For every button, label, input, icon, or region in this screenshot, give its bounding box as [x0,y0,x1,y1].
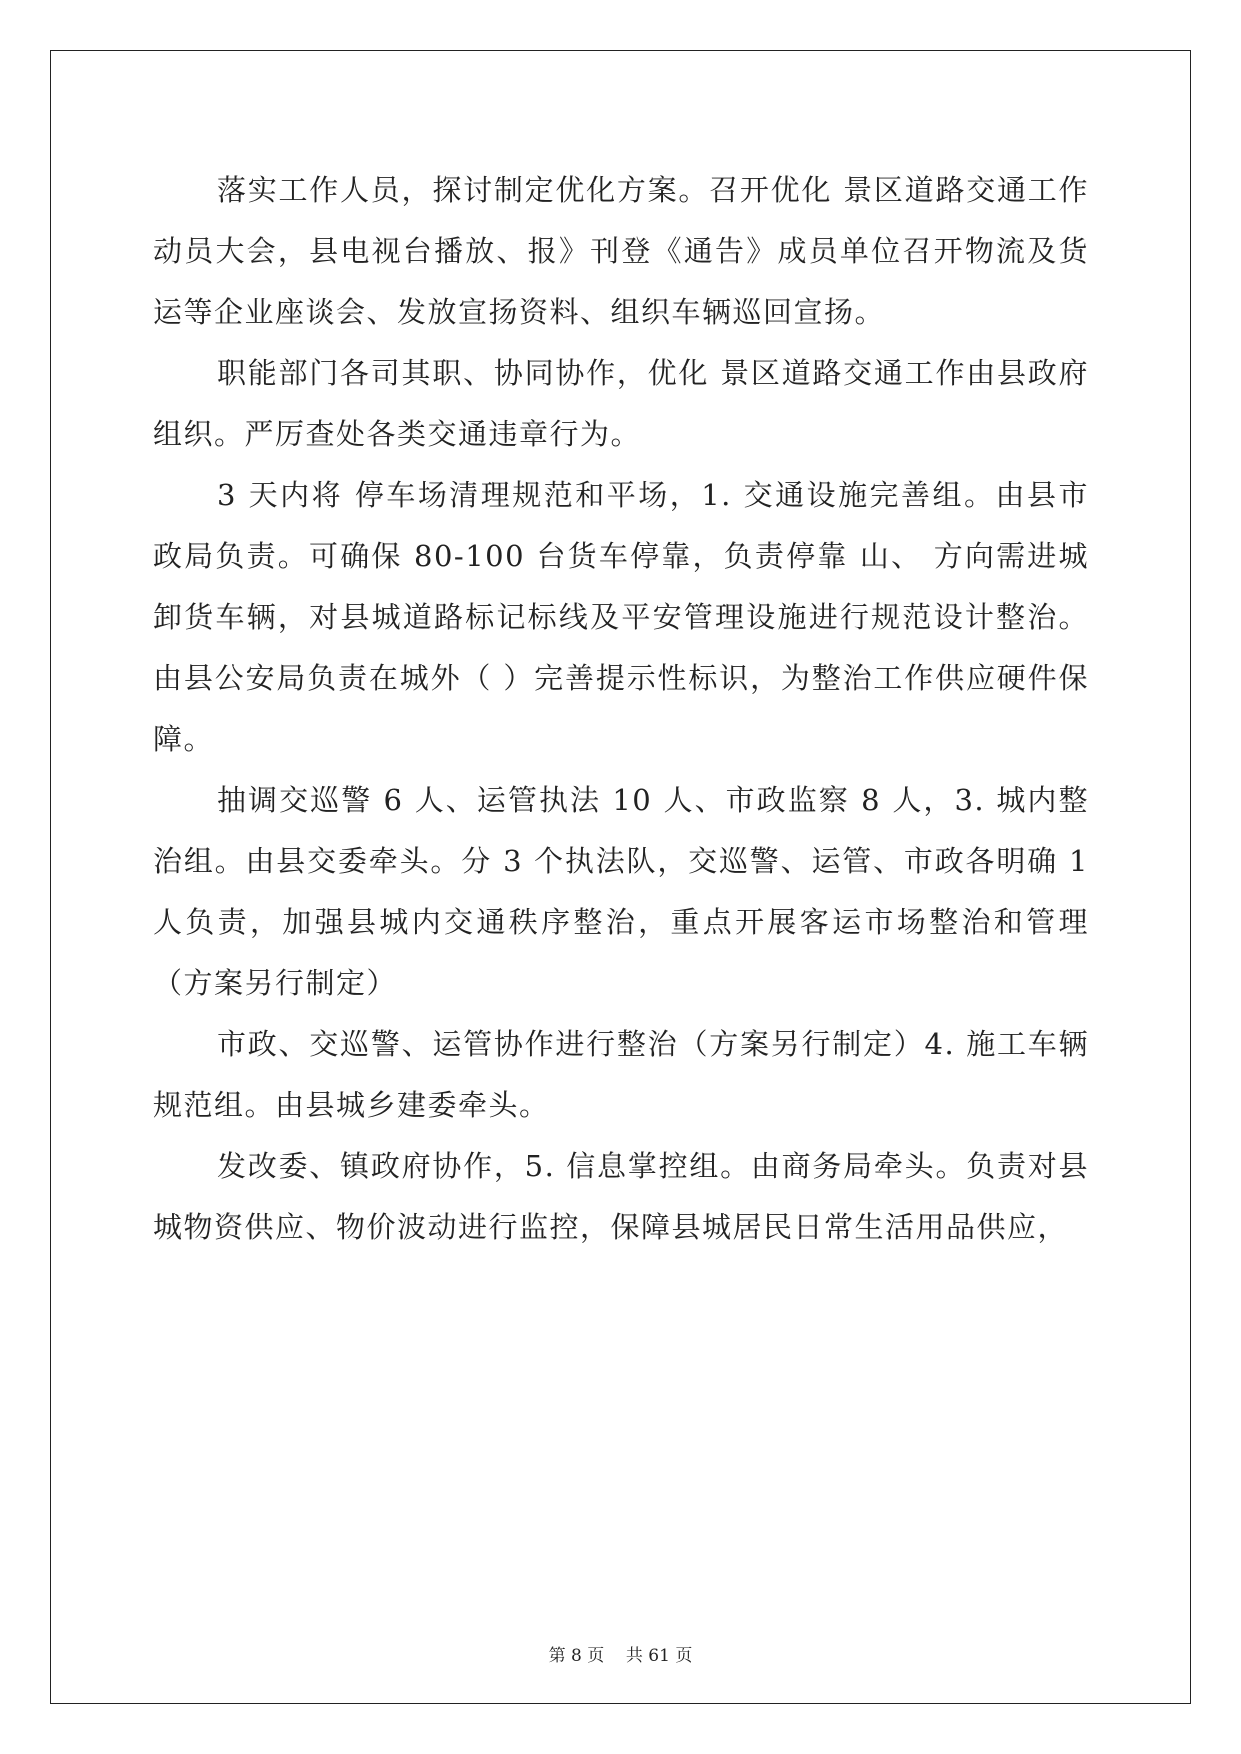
paragraph-3: 3 天内将 停车场清理规范和平场，1. 交通设施完善组。由县市政局负责。可确保 80-100 台货车停靠，负责停靠 山、 方向需进城卸货车辆，对县城道路标记标线及平安管理设施进行规范设计整治。由县公安局负责在城外（ ）完善提示性标识，为整治工作供应硬件保障。 [153,478,1089,756]
document-body [153,160,1089,1258]
page-footer [0,1641,1241,1666]
page-number-label: 第 8 页 共 61 页 [548,1646,693,1666]
paragraph-2: 职能部门各司其职、协同协作，优化 景区道路交通工作由县政府组织。严厉查处各类交通违章行为。 [153,356,1089,451]
paragraph-1: 落实工作人员，探讨制定优化方案。召开优化 景区道路交通工作动员大会，县电视台播放、报》刊登《通告》成员单位召开物流及货运等企业座谈会、发放宣扬资料、组织车辆巡回宣扬。 [153,173,1089,329]
paragraph-6: 发改委、镇政府协作，5. 信息掌控组。由商务局牵头。负责对县城物资供应、物价波动进行监控，保障县城居民日常生活用品供应， [153,1149,1089,1244]
paragraph-5: 市政、交巡警、运管协作进行整治（方案另行制定）4. 施工车辆规范组。由县城乡建委牵头。 [153,1027,1089,1122]
paragraph-4: 抽调交巡警 6 人、运管执法 10 人、市政监察 8 人，3. 城内整治组。由县交委牵头。分 3 个执法队，交巡警、运管、市政各明确 1 人负责，加强县城内交通秩序整治，重点开展客运市场整治和管理（方案另行制定） [153,783,1089,1000]
